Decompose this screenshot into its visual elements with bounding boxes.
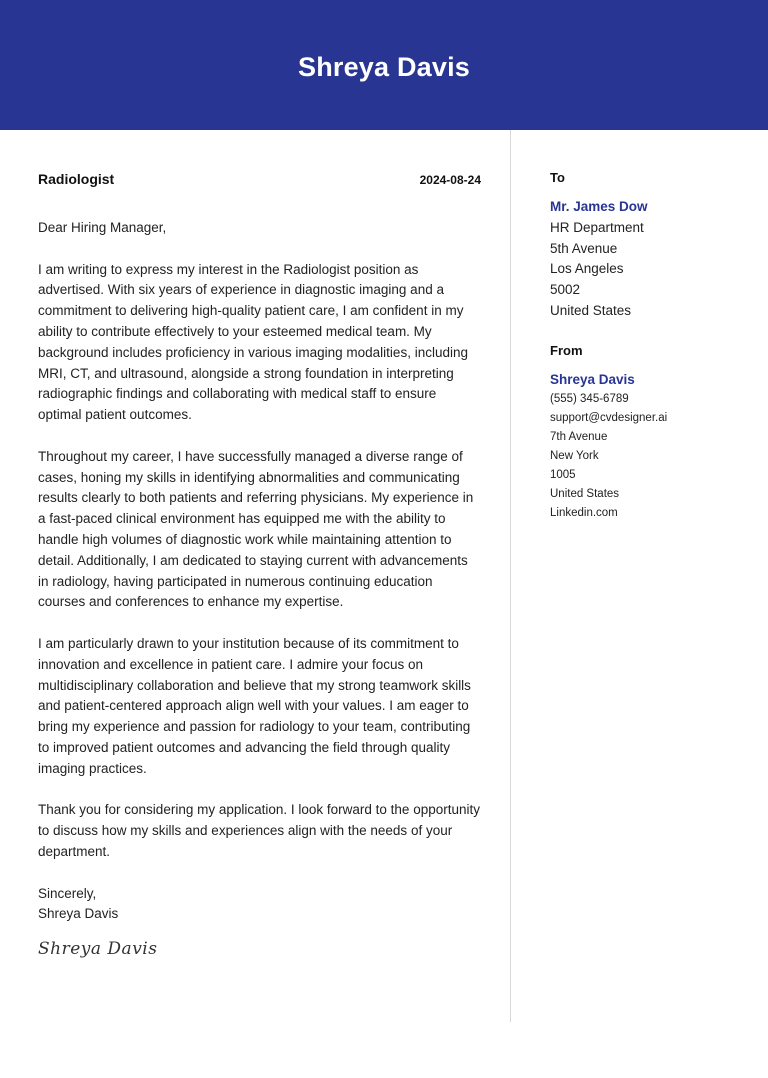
sender-block bbox=[550, 370, 667, 523]
paragraph-4: Thank you for considering my application. I look forward to the opportunity to discuss how my skills and experiences align with the needs of your department. bbox=[38, 802, 480, 859]
sender-street: 7th Avenue bbox=[550, 431, 608, 443]
header-banner bbox=[0, 0, 768, 130]
letter-date: 2024-08-24 bbox=[419, 173, 481, 187]
closing-name: Shreya Davis bbox=[38, 906, 119, 922]
recipient-street: 5th Avenue bbox=[550, 240, 618, 256]
sender-country: United States bbox=[550, 488, 620, 500]
sender-phone: (555) 345-6789 bbox=[550, 393, 629, 405]
letter-meta bbox=[38, 171, 481, 187]
paragraph-3: I am particularly drawn to your institution because of its commitment to innovation and excellence in patient care. I admire your focus on multidisciplinary collaboration and believe that my strong teamwork skills and patient-centered approach align well with your values. I am eager to bring my experience and passion for radiology to your team, contributing to improved patient outcomes and advancing the field through quality imaging practices. bbox=[38, 635, 471, 776]
recipient-name: Mr. James Dow bbox=[550, 199, 648, 214]
recipient-department: HR Department bbox=[550, 219, 644, 235]
handwritten-signature: Shreya Davis bbox=[38, 939, 158, 960]
column-divider bbox=[510, 130, 511, 1022]
sender-zip: 1005 bbox=[550, 469, 576, 481]
recipient-country: United States bbox=[550, 302, 632, 318]
to-heading: To bbox=[550, 170, 565, 185]
job-title: Radiologist bbox=[38, 171, 115, 187]
recipient-city: Los Angeles bbox=[550, 261, 624, 277]
recipient-block bbox=[550, 197, 648, 322]
sender-name: Shreya Davis bbox=[550, 372, 635, 387]
paragraph-1: I am writing to express my interest in the Radiologist position as advertised. With six years of experience in diagnostic imaging and a commitment to delivering high-quality patient care, I am confident in my ability to contribute effectively to your esteemed medical team. My background includes proficiency in various imaging modalities, including MRI, CT, and ultrasound, alongside a strong foundation in interpreting radiographic findings and collaborating with medical staff to ensure optimal patient outcomes. bbox=[38, 261, 468, 423]
sender-email: support@cvdesigner.ai bbox=[550, 412, 668, 424]
greeting: Dear Hiring Manager, bbox=[38, 220, 167, 235]
applicant-name: Shreya Davis bbox=[297, 51, 470, 82]
paragraph-2: Throughout my career, I have successfully managed a diverse range of cases, honing my skills in identifying abnormalities and communicating results clearly to both patients and referring physicians. My experience in a fast-paced clinical environment has equipped me with the ability to handle high volumes of diagnostic work while maintaining attention to detail. Additionally, I am dedicated to staying current with advancements in radiology, having participated in numerous continuing education courses and conferences to enhance my expertise. bbox=[38, 448, 474, 610]
closing: Sincerely, bbox=[38, 885, 97, 901]
letter-text bbox=[38, 218, 481, 960]
sender-city: New York bbox=[550, 450, 599, 462]
sender-social-link: Linkedin.com bbox=[550, 507, 618, 519]
recipient-zip: 5002 bbox=[550, 282, 581, 298]
from-heading: From bbox=[550, 343, 583, 358]
